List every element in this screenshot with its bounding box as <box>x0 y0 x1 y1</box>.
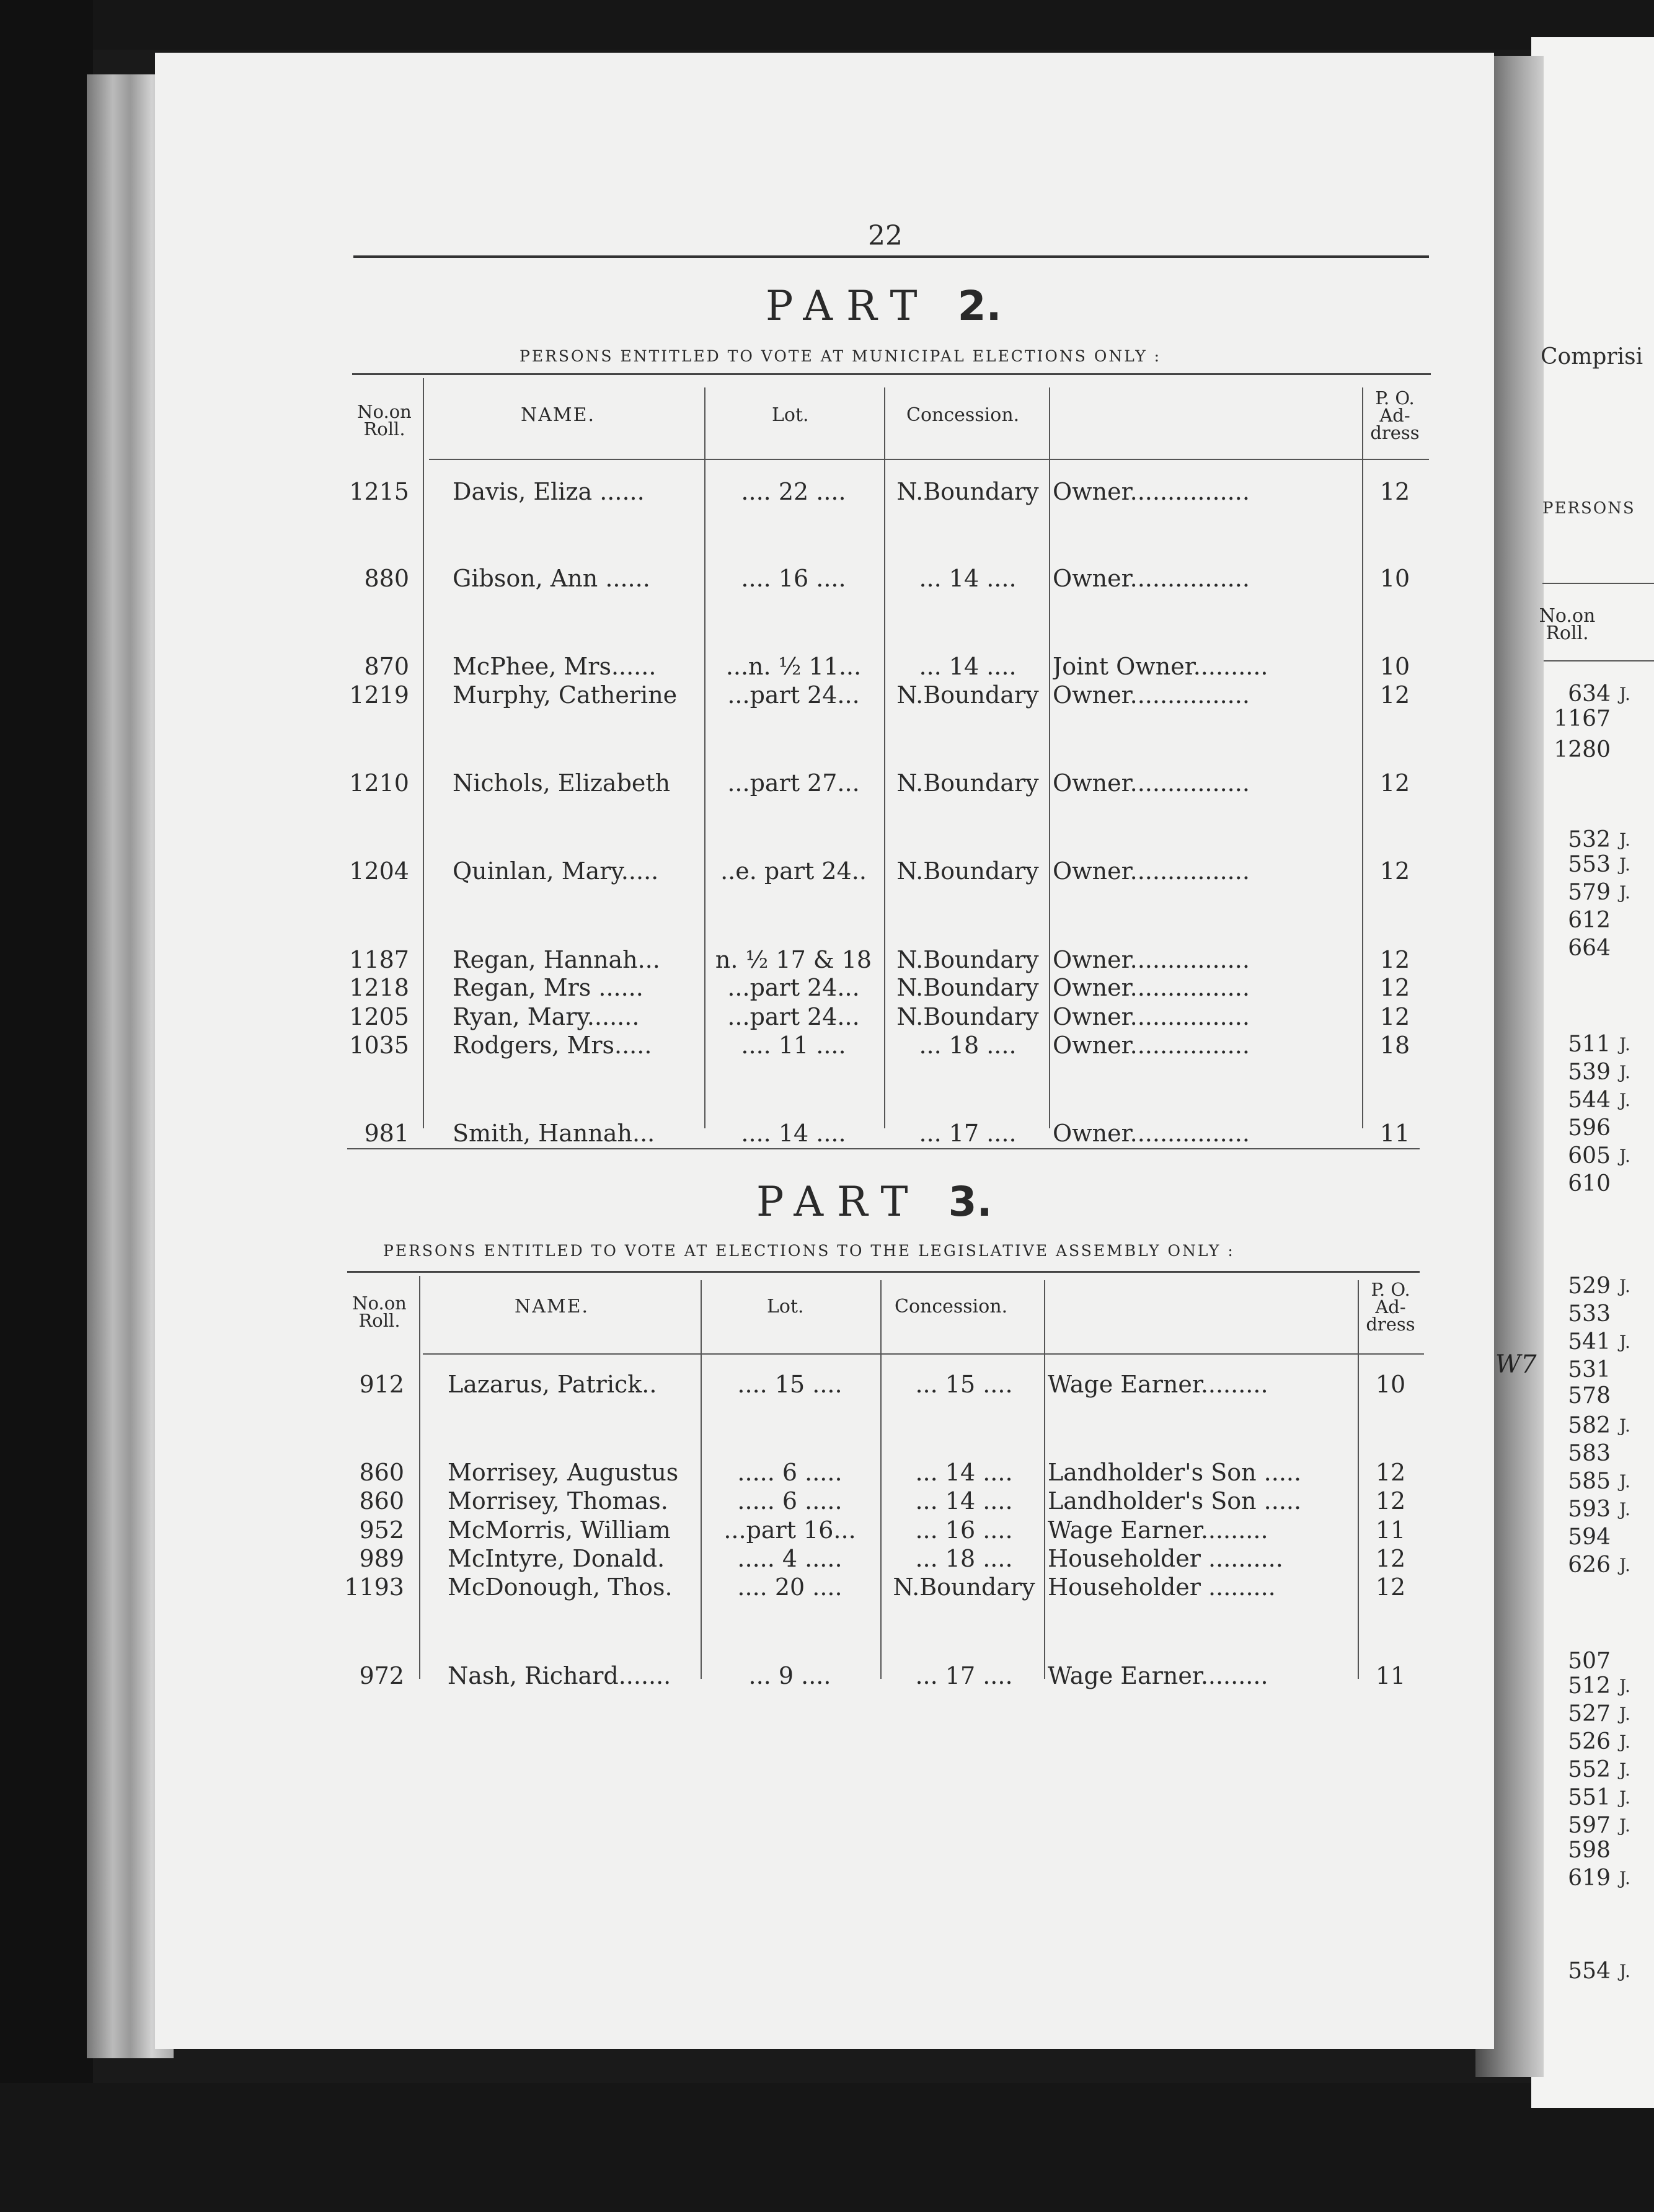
concession: ... 14 .... <box>915 1487 1013 1515</box>
facing-initial: J. <box>1619 1961 1630 1981</box>
voter-name: McMorris, William <box>448 1516 671 1544</box>
lot-number: .... 16 .... <box>741 565 846 592</box>
facing-initial: J. <box>1619 1146 1630 1166</box>
voter-name: Gibson, Ann ...... <box>453 565 650 592</box>
voter-name: Quinlan, Mary..... <box>453 857 659 885</box>
header-po-line3: dress <box>1366 1314 1415 1335</box>
facing-initial: J. <box>1619 1555 1630 1575</box>
voter-name: Smith, Hannah... <box>453 1120 655 1147</box>
facing-roll-number: 527 <box>1568 1701 1611 1727</box>
facing-initial: J. <box>1619 1332 1630 1352</box>
facing-roll-number: 532 <box>1568 827 1611 852</box>
po-address: 12 <box>1379 769 1410 797</box>
lot-number: ...part 24... <box>727 974 860 1001</box>
roll-number: 1193 <box>344 1573 404 1601</box>
header-roll-line2: Roll. <box>363 418 405 440</box>
roll-number: 1205 <box>349 1003 409 1030</box>
po-address: 12 <box>1375 1573 1406 1601</box>
facing-roll-number: 594 <box>1568 1524 1611 1550</box>
header-po-line1: P. O. <box>1375 387 1415 409</box>
lot-number: ...part 24... <box>727 1003 860 1030</box>
voter-name: Rodgers, Mrs..... <box>453 1032 652 1059</box>
header-po-line3: dress <box>1370 422 1420 443</box>
concession: ... 16 .... <box>915 1516 1013 1544</box>
facing-roll-number: 612 <box>1568 908 1611 933</box>
facing-roll-number: 529 <box>1568 1273 1611 1299</box>
facing-initial: J. <box>1619 1676 1630 1696</box>
header-po-line2: Ad- <box>1375 1296 1406 1317</box>
po-address: 11 <box>1375 1516 1406 1544</box>
table-row <box>0 1031 1654 1060</box>
concession: N.Boundary <box>896 769 1039 797</box>
qualification: Owner................ <box>1053 857 1250 885</box>
facing-initial: J. <box>1619 1062 1630 1082</box>
facing-initial: J. <box>1619 1090 1630 1110</box>
header-po-line1: P. O. <box>1371 1279 1410 1300</box>
facing-initial: J. <box>1619 1034 1630 1055</box>
roll-number: 989 <box>359 1545 404 1572</box>
table-row <box>0 1458 1654 1487</box>
table-row <box>0 1544 1654 1573</box>
qualification: Owner................ <box>1053 1003 1250 1030</box>
facing-roll-number: 512 <box>1568 1673 1611 1699</box>
po-address: 12 <box>1375 1545 1406 1572</box>
table-row <box>0 1002 1654 1031</box>
lot-number: ...n. ½ 11... <box>725 653 862 680</box>
po-address: 12 <box>1379 681 1410 709</box>
facing-initial: J. <box>1619 1868 1630 1888</box>
facing-initial: J. <box>1619 1276 1630 1296</box>
facing-roll-number: 619 <box>1568 1865 1611 1891</box>
po-address: 12 <box>1375 1459 1406 1486</box>
po-address: 12 <box>1379 946 1410 973</box>
lot-number: ..e. part 24.. <box>720 857 867 885</box>
facing-roll-number: 553 <box>1568 852 1611 877</box>
po-address: 12 <box>1375 1487 1406 1515</box>
part3-title <box>756 1178 993 1226</box>
facing-roll-number: 507 <box>1568 1648 1611 1674</box>
part3-subtitle: PERSONS ENTITLED TO VOTE AT ELECTIONS TO THE LEGISLATIVE ASSEMBLY ONLY : <box>383 1242 1235 1260</box>
lot-number: ..... 6 ..... <box>737 1487 842 1515</box>
lot-number: ...part 24... <box>727 681 860 709</box>
facing-page-heading: Comprisi <box>1541 344 1643 369</box>
facing-initial: J. <box>1619 830 1630 850</box>
voter-name: Ryan, Mary....... <box>453 1003 640 1030</box>
concession: N.Boundary <box>896 1003 1039 1030</box>
part2-title <box>766 282 1002 330</box>
table-row <box>0 1487 1654 1515</box>
lot-number: .... 11 .... <box>741 1032 846 1059</box>
qualification: Householder ......... <box>1048 1573 1276 1601</box>
table-row <box>0 945 1654 974</box>
table-row <box>0 1516 1654 1544</box>
facing-roll-number: 541 <box>1568 1329 1611 1355</box>
voter-name: McPhee, Mrs...... <box>453 653 657 680</box>
facing-roll-number: 578 <box>1568 1383 1611 1409</box>
po-address: 12 <box>1379 478 1410 505</box>
part3-header-roll <box>342 1294 417 1329</box>
part3-table-top-rule <box>347 1271 1420 1273</box>
qualification: Wage Earner......... <box>1048 1371 1268 1398</box>
concession: N.Boundary <box>896 478 1039 505</box>
facing-roll-number: 1280 <box>1554 737 1611 763</box>
part2-table-bottom-rule <box>347 1148 1420 1149</box>
facing-roll-number: 552 <box>1568 1757 1611 1782</box>
lot-number: ...part 27... <box>727 769 860 797</box>
part2-header-rule <box>429 459 1429 460</box>
part2-subtitle: PERSONS ENTITLED TO VOTE AT MUNICIPAL ELECTIONS ONLY : <box>520 347 1162 365</box>
part3-title-number: 3. <box>948 1178 993 1226</box>
voter-name: Morrisey, Thomas. <box>448 1487 668 1515</box>
part2-title-word: PART <box>766 282 931 330</box>
concession: ... 15 .... <box>915 1371 1013 1398</box>
facing-initial: J. <box>1619 1499 1630 1520</box>
table-row <box>0 973 1654 1002</box>
facing-roll-number: 539 <box>1568 1060 1611 1085</box>
concession: ... 18 .... <box>915 1545 1013 1572</box>
facing-roll-number: 626 <box>1568 1552 1611 1578</box>
facing-page-header-roll <box>1536 605 1598 644</box>
facing-roll-number: 593 <box>1568 1497 1611 1522</box>
facing-roll-number: 610 <box>1568 1171 1611 1197</box>
qualification: Owner................ <box>1053 769 1250 797</box>
part2-title-number: 2. <box>957 282 1002 330</box>
part2-header-po <box>1361 389 1429 441</box>
roll-number: 1204 <box>349 857 409 885</box>
facing-initial: J. <box>1619 684 1630 704</box>
po-address: 10 <box>1379 653 1410 680</box>
facing-roll-number: 598 <box>1568 1838 1611 1863</box>
po-address: 11 <box>1375 1662 1406 1689</box>
facing-roll-number: 605 <box>1568 1143 1611 1169</box>
qualification: Owner................ <box>1053 681 1250 709</box>
facing-header-line2: Roll. <box>1546 622 1589 644</box>
voter-name: McDonough, Thos. <box>448 1573 673 1601</box>
voter-name: Regan, Hannah... <box>453 946 660 973</box>
concession: ... 18 .... <box>919 1032 1017 1059</box>
roll-number: 1210 <box>349 769 409 797</box>
po-address: 12 <box>1379 857 1410 885</box>
part3-header-concession: Concession. <box>895 1296 1008 1317</box>
concession: N.Boundary <box>896 946 1039 973</box>
qualification: Wage Earner......... <box>1048 1516 1268 1544</box>
concession: ... 14 .... <box>915 1459 1013 1486</box>
voter-name: Murphy, Catherine <box>453 681 678 709</box>
qualification: Owner................ <box>1053 478 1250 505</box>
part2-header-name: NAME. <box>521 404 596 426</box>
roll-number: 880 <box>364 565 409 592</box>
facing-roll-number: 634 <box>1568 681 1611 707</box>
header-roll-line2: Roll. <box>358 1310 400 1331</box>
facing-roll-number: 585 <box>1568 1469 1611 1494</box>
po-address: 10 <box>1375 1371 1406 1398</box>
facing-roll-number: 583 <box>1568 1441 1611 1466</box>
part2-header-lot: Lot. <box>772 404 809 426</box>
facing-page-header-rule <box>1544 660 1654 661</box>
part2-header-concession: Concession. <box>906 404 1020 426</box>
lot-number: n. ½ 17 & 18 <box>715 946 872 973</box>
concession: ... 14 .... <box>919 565 1017 592</box>
page-number: 22 <box>868 220 903 252</box>
roll-number: 860 <box>359 1459 404 1486</box>
table-row <box>0 769 1654 797</box>
facing-initial: J. <box>1619 854 1630 875</box>
qualification: Landholder's Son ..... <box>1048 1459 1302 1486</box>
film-border-left <box>0 0 93 2212</box>
facing-roll-number: 554 <box>1568 1958 1611 1984</box>
qualification: Owner................ <box>1053 946 1250 973</box>
facing-roll-number: 533 <box>1568 1301 1611 1327</box>
table-row <box>0 1119 1654 1148</box>
concession: N.Boundary <box>896 681 1039 709</box>
concession: N.Boundary <box>896 974 1039 1001</box>
handwritten-margin-note: W7 <box>1495 1350 1537 1379</box>
part3-header-lot: Lot. <box>767 1296 804 1317</box>
facing-initial: J. <box>1619 1415 1630 1436</box>
voter-name: Regan, Mrs ...... <box>453 974 643 1001</box>
roll-number: 981 <box>364 1120 409 1147</box>
facing-roll-number: 526 <box>1568 1729 1611 1754</box>
qualification: Householder .......... <box>1048 1545 1283 1572</box>
facing-roll-number: 664 <box>1568 936 1611 961</box>
table-row <box>0 857 1654 885</box>
qualification: Landholder's Son ..... <box>1048 1487 1302 1515</box>
roll-number: 1218 <box>349 974 409 1001</box>
part2-table-top-rule <box>352 373 1431 375</box>
roll-number: 1215 <box>349 478 409 505</box>
voter-name: Nichols, Elizabeth <box>453 769 671 797</box>
concession: ... 17 .... <box>919 1120 1017 1147</box>
lot-number: ..... 6 ..... <box>737 1459 842 1486</box>
facing-roll-number: 597 <box>1568 1813 1611 1838</box>
lot-number: ... 9 .... <box>748 1662 831 1689</box>
facing-header-line1: No.on <box>1539 605 1596 627</box>
part2-header-roll <box>347 403 422 438</box>
qualification: Owner................ <box>1053 974 1250 1001</box>
facing-roll-number: 1167 <box>1554 706 1611 732</box>
voter-name: Morrisey, Augustus <box>448 1459 679 1486</box>
concession: ... 14 .... <box>919 653 1017 680</box>
header-roll-line1: No.on <box>357 401 412 422</box>
roll-number: 1219 <box>349 681 409 709</box>
lot-number: .... 14 .... <box>741 1120 846 1147</box>
facing-roll-number: 531 <box>1568 1357 1611 1382</box>
table-row <box>0 564 1654 593</box>
roll-number: 1035 <box>349 1032 409 1059</box>
table-row <box>0 652 1654 681</box>
qualification: Wage Earner......... <box>1048 1662 1268 1689</box>
facing-initial: J. <box>1619 1471 1630 1492</box>
voter-name: Davis, Eliza ...... <box>453 478 645 505</box>
roll-number: 1187 <box>349 946 409 973</box>
facing-page-rule <box>1542 583 1654 584</box>
table-row <box>0 1661 1654 1690</box>
facing-roll-number: 551 <box>1568 1785 1611 1810</box>
voter-name: Nash, Richard....... <box>448 1662 671 1689</box>
facing-page-subheading: PERSONS <box>1542 499 1635 518</box>
po-address: 18 <box>1379 1032 1410 1059</box>
page-rule <box>353 255 1429 258</box>
lot-number: ..... 4 ..... <box>737 1545 842 1572</box>
po-address: 11 <box>1379 1120 1410 1147</box>
roll-number: 870 <box>364 653 409 680</box>
facing-roll-number: 511 <box>1568 1032 1611 1057</box>
facing-initial: J. <box>1619 1815 1630 1836</box>
facing-roll-number: 582 <box>1568 1413 1611 1438</box>
facing-roll-number: 596 <box>1568 1115 1611 1141</box>
table-row <box>0 477 1654 506</box>
qualification: Joint Owner.......... <box>1053 653 1268 680</box>
roll-number: 912 <box>359 1371 404 1398</box>
concession: N.Boundary <box>893 1573 1035 1601</box>
film-border-top <box>0 0 1654 50</box>
qualification: Owner................ <box>1053 565 1250 592</box>
voter-name: Lazarus, Patrick.. <box>448 1371 657 1398</box>
table-row <box>0 1370 1654 1399</box>
facing-initial: J. <box>1619 1759 1630 1780</box>
facing-initial: J. <box>1619 882 1630 903</box>
voter-name: McIntyre, Donald. <box>448 1545 665 1572</box>
table-row <box>0 681 1654 709</box>
part3-title-word: PART <box>756 1178 922 1226</box>
facing-initial: J. <box>1619 1732 1630 1752</box>
part3-header-po <box>1356 1281 1425 1333</box>
facing-initial: J. <box>1619 1704 1630 1724</box>
lot-number: ...part 16... <box>723 1516 856 1544</box>
roll-number: 952 <box>359 1516 404 1544</box>
facing-initial: J. <box>1619 1787 1630 1808</box>
lot-number: .... 20 .... <box>737 1573 842 1601</box>
lot-number: .... 15 .... <box>737 1371 842 1398</box>
facing-roll-number: 544 <box>1568 1087 1611 1113</box>
qualification: Owner................ <box>1053 1120 1250 1147</box>
facing-roll-number: 579 <box>1568 880 1611 905</box>
po-address: 12 <box>1379 1003 1410 1030</box>
po-address: 12 <box>1379 974 1410 1001</box>
roll-number: 972 <box>359 1662 404 1689</box>
film-border-bottom <box>0 2083 1654 2212</box>
header-po-line2: Ad- <box>1379 405 1410 426</box>
lot-number: .... 22 .... <box>741 478 846 505</box>
po-address: 10 <box>1379 565 1410 592</box>
concession: ... 17 .... <box>915 1662 1013 1689</box>
roll-number: 860 <box>359 1487 404 1515</box>
part3-header-name: NAME. <box>515 1296 590 1317</box>
header-roll-line1: No.on <box>352 1293 407 1314</box>
part3-header-rule <box>423 1353 1424 1355</box>
qualification: Owner................ <box>1053 1032 1250 1059</box>
concession: N.Boundary <box>896 857 1039 885</box>
table-row <box>0 1573 1654 1601</box>
